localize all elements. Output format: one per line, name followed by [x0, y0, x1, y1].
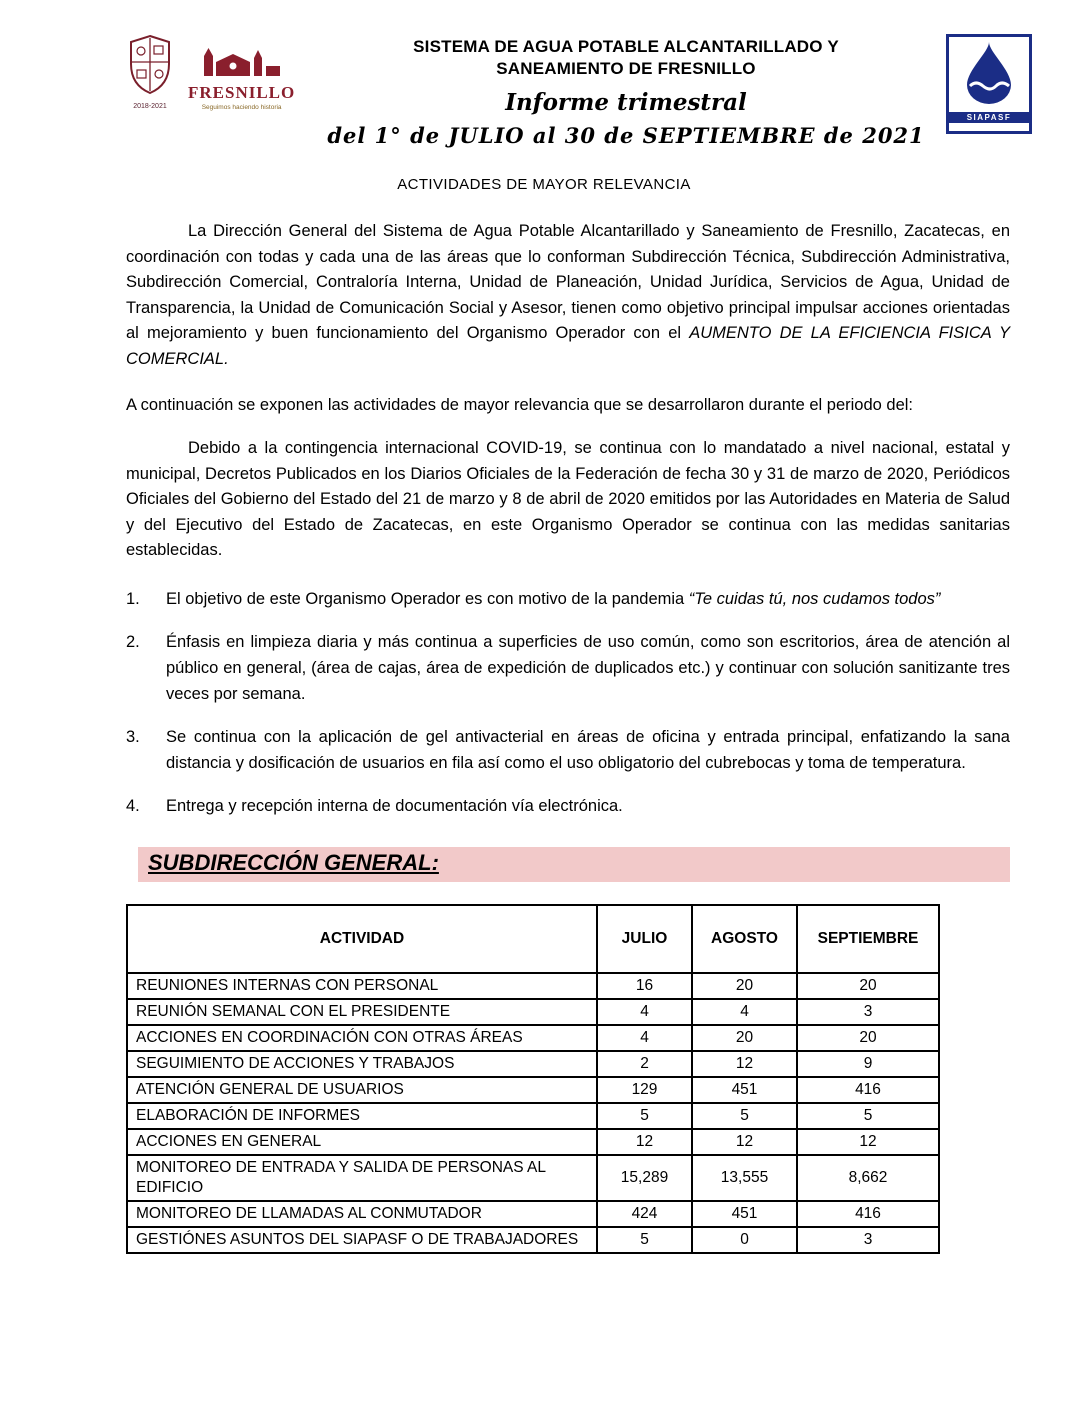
org-title-line2: SANEAMIENTO DE FRESNILLO	[496, 59, 756, 78]
value-septiembre: 5	[797, 1103, 939, 1129]
value-agosto: 451	[692, 1201, 797, 1227]
activity-cell: GESTIÓNES ASUNTOS DEL SIAPASF O DE TRABAJADORES	[127, 1227, 597, 1253]
list-item-number: 2.	[126, 632, 140, 651]
value-agosto: 12	[692, 1129, 797, 1155]
report-period: del 1° de JULIO al 30 de SEPTIEMBRE de 2021	[327, 123, 925, 148]
value-julio: 2	[597, 1051, 692, 1077]
subsection-heading: SUBDIRECCIÓN GENERAL:	[148, 849, 439, 875]
value-septiembre: 9	[797, 1051, 939, 1077]
list-item-1-quote: “Te cuidas tú, nos cudamos todos”	[688, 589, 941, 608]
column-header-julio: JULIO	[597, 905, 692, 973]
siapasf-logo	[946, 34, 1032, 134]
table-header-row	[127, 905, 939, 973]
list-item-1-text: El objetivo de este Organismo Operador es con motivo de la pandemia	[166, 589, 689, 608]
value-septiembre: 20	[797, 973, 939, 999]
value-julio: 129	[597, 1077, 692, 1103]
value-agosto: 5	[692, 1103, 797, 1129]
value-julio: 4	[597, 1025, 692, 1051]
crest-icon	[128, 83, 172, 100]
list-item-number: 4.	[126, 796, 140, 815]
table-row	[127, 1155, 939, 1201]
value-septiembre: 8,662	[797, 1155, 939, 1201]
list-item-text: Se continua con la aplicación de gel antivacterial en áreas de oficina y entrada principal, enfatizando la sana distancia y dosificación de usuarios en fila así como el uso obligatorio del cubrebocas y toma de temperatura.	[166, 727, 1010, 772]
intro-paragraph-3: Debido a la contingencia internacional COVID-19, se continua con lo mandatado a nivel nacional, estatal y municipal, Decretos Publicados en los Diarios Oficiales de la Federación de fecha 30 y 31 de marzo de 2020, Periódicos Oficiales del Gobierno del Estado del 21 de marzo y 8 de abril de 2020 emitidos por las Autoridades en Materia de Salud y del Ejecutivo del Estado de Zacatecas, en este Organismo Operador se continua con las medidas sanitarias establecidas.	[126, 439, 1010, 559]
value-septiembre: 416	[797, 1201, 939, 1227]
value-julio: 4	[597, 999, 692, 1025]
value-julio: 15,289	[597, 1155, 692, 1201]
list-item-text: Énfasis en limpieza diaria y más continua a superficies de uso común, como son escritorios, área de atención al público en general, (área de cajas, área de expedición de duplicados etc.) y continuar con solución sanitizante tres veces por semana.	[166, 632, 1010, 703]
intro-paragraph-1-text: La Dirección General del Sistema de Agua Potable Alcantarillado y Saneamiento de Fresnillo, Zacatecas, en coordinación con todas y cada una de las áreas que lo conforman Subdirección Técnica, Subdirección Administrativa, Subdirección Comercial, Contraloría Interna, Unidad de Planeación, Unidad Jurídica, Servicios de Agua, Unidad de Transparencia, la Unidad de Comunicación Social y Asesor, tienen como objetivo principal impulsar acciones orientadas al mejoramiento y buen funcionamiento del Organismo Operador con el	[126, 222, 1010, 342]
fresnillo-logo	[188, 34, 295, 111]
value-julio: 16	[597, 973, 692, 999]
table-row	[127, 973, 939, 999]
intro-paragraph-2: A continuación se exponen las actividades de mayor relevancia que se desarrollaron durante el periodo del:	[126, 396, 913, 414]
value-julio: 12	[597, 1129, 692, 1155]
column-header-septiembre: SEPTIEMBRE	[797, 905, 939, 973]
activity-cell: ACCIONES EN COORDINACIÓN CON OTRAS ÁREAS	[127, 1025, 597, 1051]
table-row	[127, 999, 939, 1025]
list-item	[126, 586, 1010, 612]
intro-paragraph-1-emphasis: AUMENTO DE LA EFICIENCIA FISICA Y COMERCIAL.	[126, 324, 1011, 368]
water-drop-icon	[960, 40, 1018, 111]
value-julio: 5	[597, 1103, 692, 1129]
left-logos	[128, 34, 306, 111]
table-row	[127, 1025, 939, 1051]
list-item-number: 3.	[126, 727, 140, 746]
activity-cell: MONITOREO DE ENTRADA Y SALIDA DE PERSONAS AL EDIFICIO	[127, 1155, 597, 1201]
value-agosto: 13,555	[692, 1155, 797, 1201]
relevance-list	[126, 586, 1010, 819]
activity-cell: ELABORACIÓN DE INFORMES	[127, 1103, 597, 1129]
org-title-line1: SISTEMA DE AGUA POTABLE ALCANTARILLADO Y	[413, 37, 839, 56]
title-block	[306, 34, 946, 148]
value-agosto: 20	[692, 1025, 797, 1051]
value-julio: 5	[597, 1227, 692, 1253]
value-septiembre: 3	[797, 999, 939, 1025]
value-agosto: 12	[692, 1051, 797, 1077]
value-agosto: 0	[692, 1227, 797, 1253]
value-agosto: 20	[692, 973, 797, 999]
table-row	[127, 1051, 939, 1077]
value-julio: 424	[597, 1201, 692, 1227]
report-type: Informe trimestral	[505, 89, 747, 116]
table-row	[127, 1227, 939, 1253]
fresnillo-tagline: Seguimos haciendo historia	[201, 104, 282, 111]
fresnillo-buildings-icon	[196, 65, 288, 82]
municipal-crest-logo	[128, 34, 172, 110]
activity-cell: SEGUIMIENTO DE ACCIONES Y TRABAJOS	[127, 1051, 597, 1077]
value-agosto: 4	[692, 999, 797, 1025]
fresnillo-name: FRESNILLO	[188, 83, 296, 102]
value-septiembre: 416	[797, 1077, 939, 1103]
siapasf-label: SIAPASF	[949, 112, 1029, 123]
crest-caption: 2018-2021	[133, 103, 167, 110]
activities-title: ACTIVIDADES DE MAYOR RELEVANCIA	[397, 176, 691, 193]
value-agosto: 451	[692, 1077, 797, 1103]
activity-cell: REUNIÓN SEMANAL CON EL PRESIDENTE	[127, 999, 597, 1025]
column-header-agosto: AGOSTO	[692, 905, 797, 973]
list-item-text: Entrega y recepción interna de documentación vía electrónica.	[166, 796, 623, 815]
list-item	[126, 629, 1010, 707]
table-row	[127, 1103, 939, 1129]
report-header	[0, 0, 1088, 148]
activity-cell: REUNIONES INTERNAS CON PERSONAL	[127, 973, 597, 999]
table-row	[127, 1129, 939, 1155]
list-item-number: 1.	[126, 589, 140, 608]
column-header-actividad: ACTIVIDAD	[127, 905, 597, 973]
activity-cell: MONITOREO DE LLAMADAS AL CONMUTADOR	[127, 1201, 597, 1227]
list-item	[126, 724, 1010, 776]
subsection-highlight-bar	[138, 847, 1010, 882]
value-septiembre: 3	[797, 1227, 939, 1253]
table-row	[127, 1201, 939, 1227]
value-septiembre: 20	[797, 1025, 939, 1051]
document-body	[0, 219, 1088, 1254]
activity-cell: ATENCIÓN GENERAL DE USUARIOS	[127, 1077, 597, 1103]
list-item	[126, 793, 1010, 819]
value-septiembre: 12	[797, 1129, 939, 1155]
activity-cell: ACCIONES EN GENERAL	[127, 1129, 597, 1155]
list-item-text	[166, 586, 1010, 612]
intro-paragraph-1	[126, 219, 1010, 372]
table-row	[127, 1077, 939, 1103]
activity-table-wrap	[126, 904, 1010, 1254]
activity-table	[126, 904, 940, 1254]
